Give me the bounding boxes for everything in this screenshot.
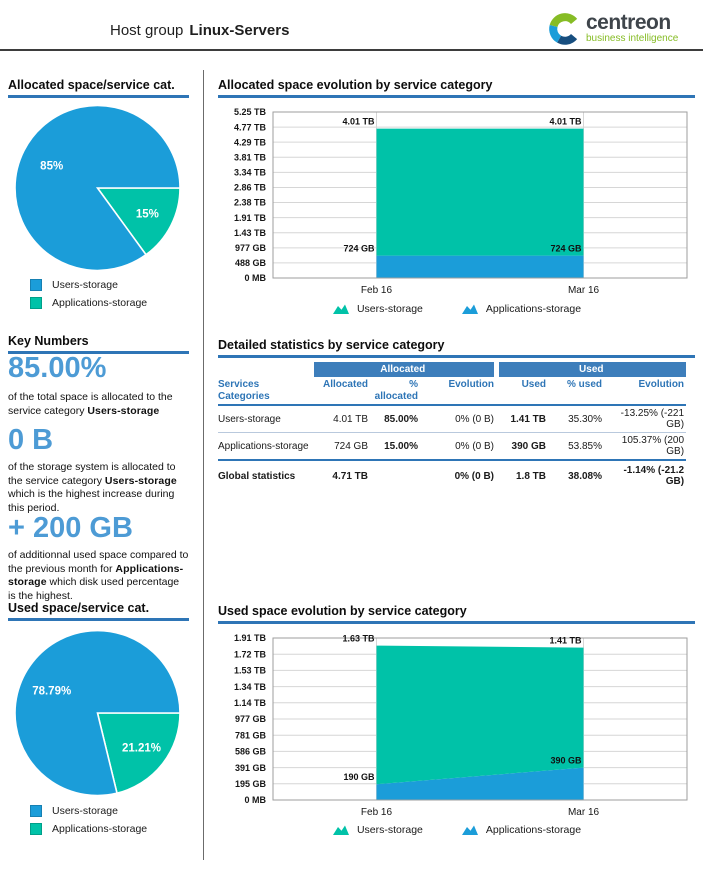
y-axis-tick: 1.43 TB xyxy=(233,227,266,238)
col-header-pct-allocated: % allocated xyxy=(370,377,420,405)
table-group-header-row xyxy=(218,362,686,377)
y-axis-tick: 1.91 TB xyxy=(233,212,266,223)
table-cell: 390 GB xyxy=(496,433,548,461)
legend-item xyxy=(461,303,581,315)
section-title-detailed-statistics: Detailed statistics by service category xyxy=(218,338,695,358)
legend-label: Users-storage xyxy=(356,303,423,315)
section-title-allocated-pie: Allocated space/service cat. xyxy=(8,78,189,98)
y-axis-tick: 4.77 TB xyxy=(233,122,266,133)
allocated-pie-legend xyxy=(30,279,147,315)
legend-item xyxy=(30,805,147,817)
area-legend-icon xyxy=(332,303,350,315)
used-evolution-legend xyxy=(218,824,695,836)
allocated-evolution-chart xyxy=(218,104,695,300)
used-pie-chart xyxy=(8,626,189,802)
section-title-used-evolution: Used space evolution by service category xyxy=(218,604,695,624)
table-cell: 0% (0 B) xyxy=(420,405,496,433)
y-axis-tick: 4.29 TB xyxy=(233,137,266,148)
page-title-prefix: Host group xyxy=(110,22,184,39)
legend-label: Users-storage xyxy=(52,805,118,817)
y-axis-tick: 2.38 TB xyxy=(233,197,266,208)
pie-slice-label: 78.79% xyxy=(32,685,72,698)
table-cell: Global statistics xyxy=(218,470,296,482)
pie-slice-label: 15% xyxy=(135,208,159,221)
key-number-increase: 0 B xyxy=(8,424,54,456)
users-storage-swatch xyxy=(30,805,42,817)
x-axis-label: Mar 16 xyxy=(567,285,600,296)
data-point-label: 1.63 TB xyxy=(342,633,375,644)
data-point-label: 190 GB xyxy=(343,772,375,783)
centreon-logo-icon xyxy=(548,12,582,46)
key-number-allocated-desc xyxy=(8,391,189,418)
table-cell: 15.00% xyxy=(370,433,420,461)
table-column-header-row xyxy=(218,377,686,405)
y-axis-tick: 5.25 TB xyxy=(233,107,266,118)
table-cell: Applications-storage xyxy=(218,433,314,461)
centreon-logo xyxy=(548,12,678,46)
table-cell: 4.71 TB xyxy=(332,470,368,482)
group-header-used: Used xyxy=(496,362,686,377)
col-header-used: Used xyxy=(496,377,548,405)
users-storage-swatch xyxy=(30,279,42,291)
y-axis-tick: 195 GB xyxy=(234,779,266,789)
y-axis-tick: 1.53 TB xyxy=(233,665,266,676)
kn-text-bold: Users-storage xyxy=(104,474,177,487)
table-cell: 0% (0 B) xyxy=(454,470,495,482)
col-header-evolution: Evolution xyxy=(420,377,496,405)
data-point-label: 724 GB xyxy=(343,243,375,254)
table-cell: 1.8 TB xyxy=(516,470,547,482)
y-axis-tick: 781 GB xyxy=(234,730,266,741)
data-point-label: 390 GB xyxy=(550,755,582,766)
legend-item xyxy=(30,297,147,309)
legend-item xyxy=(332,824,423,836)
table-cell: 4.01 TB xyxy=(314,405,370,433)
kn-text-part: which disk used percentage is the highest. xyxy=(8,576,180,602)
kn-text-part: of additionnal used space compared to the previous month for xyxy=(8,549,189,575)
y-axis-tick: 977 GB xyxy=(234,243,266,254)
col-header-evolution-used: Evolution xyxy=(604,377,686,405)
y-axis-tick: 0 MB xyxy=(244,795,266,806)
allocated-evolution-legend xyxy=(218,303,695,315)
kn-text-bold: Applications-storage xyxy=(8,562,184,589)
legend-item xyxy=(30,279,147,291)
area-series-applications-storage xyxy=(377,256,584,278)
table-cell: -1.14% (-21.2 GB) xyxy=(623,465,685,487)
data-point-label: 4.01 TB xyxy=(342,116,375,127)
key-number-increase-desc xyxy=(8,461,189,516)
table-row xyxy=(218,433,686,461)
y-axis-tick: 3.81 TB xyxy=(233,152,266,163)
used-pie-legend xyxy=(30,805,147,841)
area-legend-icon xyxy=(461,303,479,315)
col-header-allocated: Allocated xyxy=(314,377,370,405)
legend-label: Applications-storage xyxy=(52,823,148,835)
y-axis-tick: 1.34 TB xyxy=(233,681,266,692)
legend-label: Users-storage xyxy=(52,279,118,291)
col-header-services-categories: Services Categories xyxy=(218,377,314,405)
y-axis-tick: 391 GB xyxy=(234,762,266,773)
table-cell: Users-storage xyxy=(218,405,314,433)
x-axis-label: Feb 16 xyxy=(360,285,393,296)
applications-storage-swatch xyxy=(30,297,42,309)
column-divider xyxy=(203,70,204,860)
group-header-allocated: Allocated xyxy=(314,362,496,377)
table-row-global-statistics xyxy=(218,460,686,489)
pie-slice-label: 21.21% xyxy=(121,742,162,755)
key-number-used-delta-desc xyxy=(8,549,189,604)
section-title-allocated-evolution: Allocated space evolution by service category xyxy=(218,78,695,98)
key-number-allocated-pct: 85.00% xyxy=(8,352,107,384)
table-cell: 53.85% xyxy=(548,433,604,461)
legend-label: Users-storage xyxy=(356,824,423,836)
kn-text-part: of the total space is allocated to the service category xyxy=(8,391,173,417)
detailed-statistics-table xyxy=(218,362,686,489)
table-cell: 105.37% (200 GB) xyxy=(604,433,686,461)
legend-label: Applications-storage xyxy=(485,303,582,315)
table-cell: 38.08% xyxy=(568,470,603,482)
table-row xyxy=(218,405,686,433)
y-axis-tick: 488 GB xyxy=(234,258,266,269)
table-corner-blank xyxy=(218,362,314,377)
data-point-label: 4.01 TB xyxy=(549,116,582,127)
table-cell: 724 GB xyxy=(314,433,370,461)
table-cell: 1.41 TB xyxy=(496,405,548,433)
y-axis-tick: 1.91 TB xyxy=(233,633,266,644)
kn-text-part: which is the highest increase during this period. xyxy=(8,488,175,514)
kn-text-bold: Users-storage xyxy=(87,404,160,417)
legend-label: Applications-storage xyxy=(485,824,582,836)
area-series-users-storage xyxy=(377,129,584,256)
page-title xyxy=(110,22,289,39)
y-axis-tick: 1.72 TB xyxy=(233,649,266,660)
allocated-pie-chart xyxy=(8,101,189,277)
legend-item xyxy=(332,303,423,315)
y-axis-tick: 977 GB xyxy=(234,714,266,725)
table-cell: -13.25% (-221 GB) xyxy=(604,405,686,433)
y-axis-tick: 2.86 TB xyxy=(233,182,266,193)
y-axis-tick: 586 GB xyxy=(234,746,266,757)
data-point-label: 724 GB xyxy=(550,243,582,254)
x-axis-label: Feb 16 xyxy=(360,807,393,818)
col-header-pct-used: % used xyxy=(548,377,604,405)
section-title-key-numbers: Key Numbers xyxy=(8,334,189,354)
key-number-used-delta: + 200 GB xyxy=(8,512,133,544)
logo-tagline: business intelligence xyxy=(586,33,679,44)
applications-storage-swatch xyxy=(30,823,42,835)
y-axis-tick: 3.34 TB xyxy=(233,167,266,178)
table-cell xyxy=(370,460,420,489)
table-cell: 0% (0 B) xyxy=(420,433,496,461)
y-axis-tick: 0 MB xyxy=(244,273,266,284)
y-axis-tick: 1.14 TB xyxy=(233,698,266,708)
data-point-label: 1.41 TB xyxy=(549,635,582,646)
x-axis-label: Mar 16 xyxy=(567,807,600,818)
page-title-hostgroup: Linux-Servers xyxy=(189,22,290,39)
header-divider xyxy=(0,49,703,51)
legend-item xyxy=(30,823,147,835)
logo-brand-text: centreon xyxy=(586,11,671,34)
kn-text-part: of the storage system is allocated to the service category xyxy=(8,461,176,487)
section-title-used-pie: Used space/service cat. xyxy=(8,601,189,621)
legend-item xyxy=(461,824,581,836)
legend-label: Applications-storage xyxy=(52,297,148,309)
table-cell: 85.00% xyxy=(370,405,420,433)
area-legend-icon xyxy=(461,824,479,836)
pie-slice-label: 85% xyxy=(40,160,64,173)
table-cell: 35.30% xyxy=(548,405,604,433)
area-legend-icon xyxy=(332,824,350,836)
used-evolution-chart xyxy=(218,630,695,822)
